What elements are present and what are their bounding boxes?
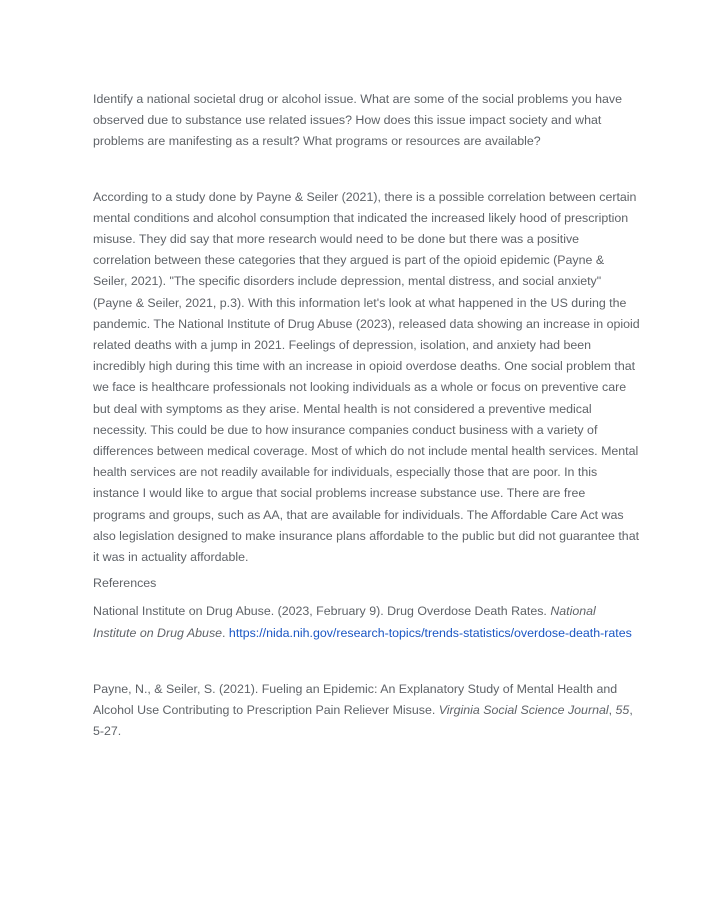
reference-citation-text: Payne, N., & Seiler, S. (2021). Fueling an Epidemic: An Explanatory Study of Mental Health and Alcohol Use Contributing to Prescription Pain Reliever Misuse. <box>93 681 618 718</box>
document-content <box>93 89 640 742</box>
reference-journal-title: Virginia Social Science Journal <box>438 703 609 718</box>
reference-volume: 55 <box>615 703 630 718</box>
assignment-prompt: Identify a national societal drug or alcohol issue. What are some of the social problems you have observed due to substance use related issues? How does this issue impact society and what problems are manifesting as a result? What programs or resources are available? <box>93 92 622 149</box>
reference-punctuation: . <box>222 625 229 640</box>
reference-entry-nida <box>93 601 640 643</box>
references-heading: References <box>93 576 157 591</box>
reference-pages: , 5-27. <box>93 703 633 739</box>
response-paragraph: According to a study done by Payne & Seiler (2021), there is a possible correlation between certain mental conditions and alcohol consumption that indicated the increased likely hood of prescription misuse. They did say that more research would need to be done but there was a positive correlation between these categories that they argued is part of the opioid epidemic (Payne & Seiler, 2021). "The specific disorders include depression, mental distress, and social anxiety" (Payne & Seiler, 2021, p.3). With this information let's look at what happened in the US during the pandemic. The National Institute of Drug Abuse (2023), released data showing an increase in opioid related deaths with a jump in 2021. Feelings of depression, isolation, and anxiety had been incredibly high during this time with an increase in opioid overdose deaths. One social problem that we face is healthcare professionals not looking individuals as a whole or focus on preventive care but deal with symptoms as they arise. Mental health is not considered a preventive medical necessity. This could be due to how insurance companies conduct business with a variety of differences between medical coverage. Most of which do not include mental health services. Mental health services are not readily available for individuals, especially those that are poor. In this instance I would like to argue that social problems increase substance use. There are free programs and groups, such as AA, that are available for individuals. The Affordable Care Act was also legislation designed to make insurance plans affordable to the public but did not guarantee that it was in actuality affordable. <box>93 189 640 565</box>
reference-url-link[interactable]: https://nida.nih.gov/research-topics/trends-statistics/overdose-death-rates <box>228 625 632 640</box>
reference-source-title: National Institute on Drug Abuse <box>93 604 596 640</box>
reference-punctuation: , <box>608 703 616 718</box>
reference-entry-payne <box>93 679 640 743</box>
reference-citation-text: National Institute on Drug Abuse. (2023, February 9). Drug Overdose Death Rates. <box>93 604 551 619</box>
